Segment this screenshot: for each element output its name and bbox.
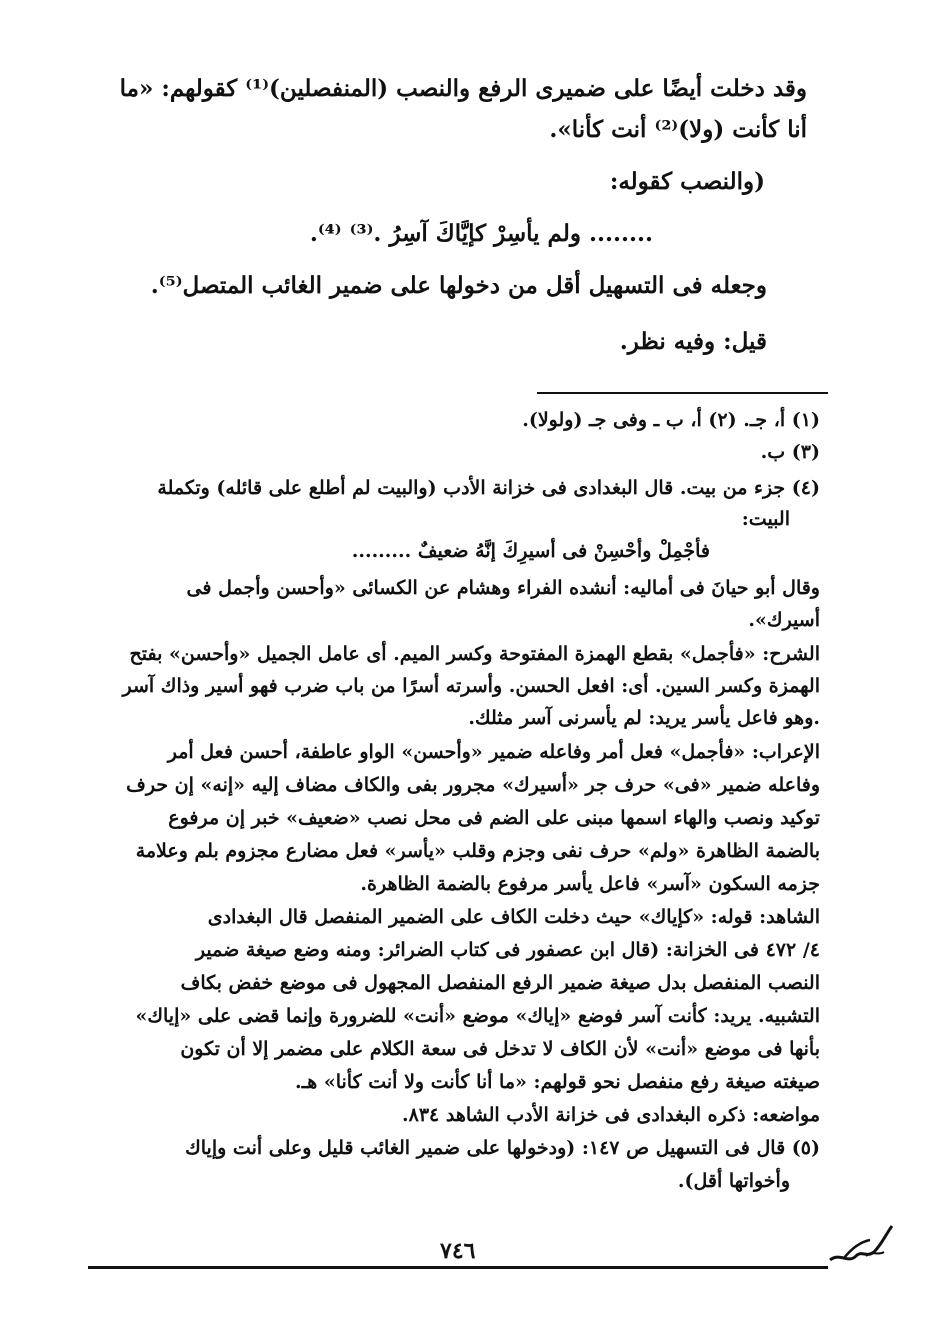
footnote-line: البيت:: [741, 508, 790, 530]
main-line-5: وجعله فى التسهيل أقل من دخولها على ضمير الغائب المتصل⁽⁵⁾.: [150, 272, 767, 299]
footnote-line: .وهو فاعل يأسر يريد: لم يأسرنى آسر مثلك.: [468, 707, 820, 729]
footnote-line: (٣) ب.: [760, 441, 820, 463]
footnote-line: توكيد ونصب والهاء اسمها مبنى على الضم فى محل نصب «ضعيف» خبر إن مرفوع: [168, 807, 820, 829]
footnote-divider: [537, 392, 828, 394]
footnote-line: بأنها فى موضع «أنت» لأن الكاف لا تدخل فى سعة الكلام على مضمر إلا أن تكون: [180, 1038, 820, 1060]
footnote-line: وقال أبو حيانَ فى أماليه: أنشده الفراء وهشام عن الكسائى «وأحسن وأجمل فى: [186, 577, 820, 599]
footnote-line: النصب المنفصل بدل صيغة ضمير الرفع المنفصل المجهول فى موضع خفض بكاف: [180, 972, 820, 994]
footnote-line: الإعراب: «فأجمل» فعل أمر وفاعله ضمير «وأحسن» الواو عاطفة، أحسن فعل أمر: [167, 741, 820, 763]
footnote-line: وأخواتها أقل).: [677, 1170, 790, 1192]
footnote-line: (٤) جزء من بيت. قال البغدادى فى خزانة الأدب (والبيت لم أطلع على قائله) وتكملة: [157, 477, 820, 499]
footnote-line: التشبيه. يريد: كأنت آسر فوضع «إياك» موضع «أنت» للضرورة وإنما قضى على «إياك»: [135, 1005, 820, 1027]
footnote-line: أسيرك».: [748, 609, 820, 631]
footnote-line: الهمزة وكسر السين. أى: افعل الحسن. وأسرته أسرًا من باب ضرب فهو أسير وذاك آسر: [122, 675, 820, 697]
footnote-line: مواضعه: ذكره البغدادى فى خزانة الأدب الشاهد ٨٣٤.: [402, 1104, 820, 1126]
main-line-6: قيل: وفيه نظر.: [619, 328, 767, 355]
main-line-3: (والنصب كقوله:: [609, 168, 765, 195]
footnote-verse: فأجْمِلْ وأحْسِنْ فى أسيرِكَ إنَّهُ ضعيفٌ .........: [351, 540, 710, 562]
main-line-1: وقد دخلت أيضًا على ضميرى الرفع والنصب (المنفصلين)⁽¹⁾ كقولهم: «ما: [119, 75, 807, 102]
footnote-line: الشاهد: قوله: «كإياك» حيث دخلت الكاف على الضمير المنفصل قال البغدادى: [207, 906, 820, 928]
main-line-2: أنا كأنت (ولا)⁽²⁾ أنت كأنا».: [549, 116, 807, 143]
footnote-line: (١) أ، جـ. (٢) أ، ب ـ وفى جـ (ولولا).: [522, 409, 820, 431]
footnote-line: جزمه السكون «آسر» فاعل يأسر مرفوع بالضمة الظاهرة.: [360, 873, 820, 895]
footnote-line: وفاعله ضمير «فى» حرف جر «أسيرك» مجرور بفى والكاف مضاف إليه «إنه» إن حرف: [126, 774, 820, 796]
footer-rule: [88, 1266, 828, 1269]
main-line-4-verse: ........ ولم يأسِرْ كإيَّاكَ آسِرُ .⁽³⁾ ⁽⁴⁾.: [309, 220, 653, 247]
footnote-line: (٥) قال فى التسهيل ص ١٤٧: (ودخولها على ضمير الغائب قليل وعلى أنت وإياك: [185, 1137, 820, 1159]
signature-icon: [826, 1212, 896, 1272]
footnote-line: ٤/ ٤٧٢ فى الخزانة: (قال ابن عصفور فى كتاب الضرائر: ومنه وضع صيغة ضمير: [195, 939, 820, 961]
footnote-line: الشرح: «فأجمل» بقطع الهمزة المفتوحة وكسر الميم. أى عامل الجميل «وأحسن» بفتح: [129, 643, 820, 665]
footnote-line: بالضمة الظاهرة «ولم» حرف نفى وجزم وقلب «يأسر» فعل مضارع مجزوم بلم وعلامة: [135, 840, 820, 862]
footnote-line: صيغته صيغة رفع منفصل نحو قولهم: «ما أنا كأنت ولا أنت كأنا» هـ.: [295, 1071, 820, 1093]
page-number: ٧٤٦: [440, 1238, 476, 1264]
